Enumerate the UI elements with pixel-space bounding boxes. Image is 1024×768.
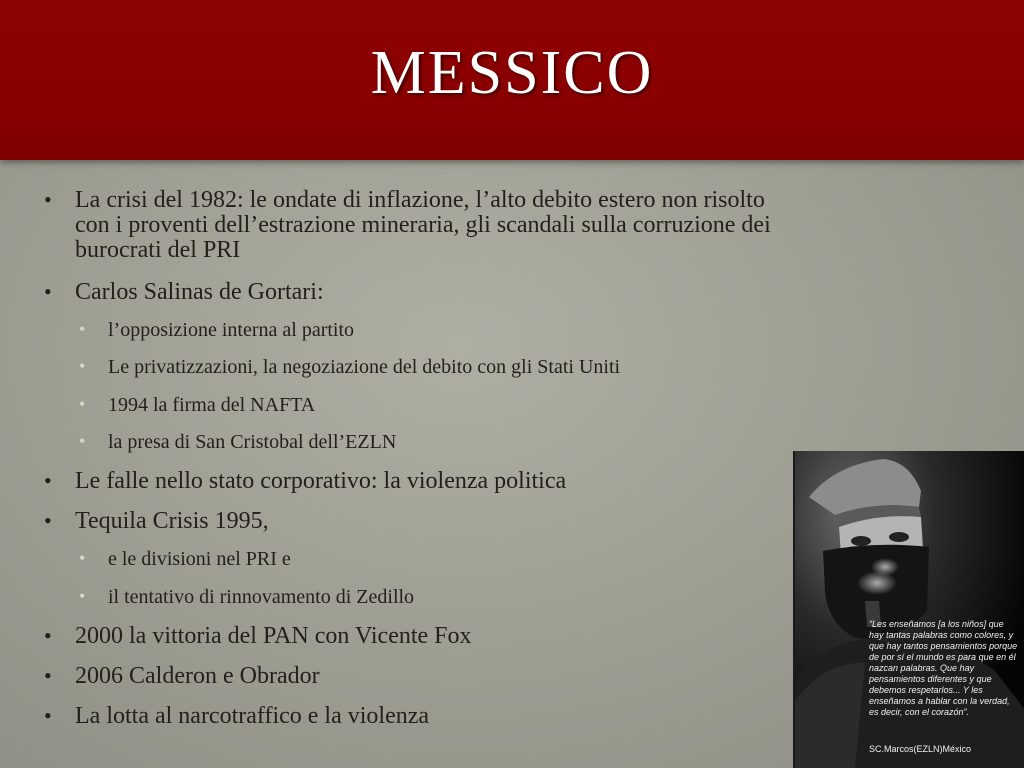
bullet-dot-icon: • [44,508,52,533]
bullet-item [44,468,775,494]
bullet-text: il tentativo di rinnovamento di Zedillo [108,586,415,608]
quote-text: “Les enseñamos [a los niños] que hay tantas palabras como colores, y que hay tantos pensamientos porque de por sí el mundo es para que en él nazcan palabras. Que hay pensamientos diferentes y que debemos respetarlos... Y les enseñamos a hablar con la verdad, es decir, con el corazón”. [869,619,1018,717]
masked-figure-illustration [795,451,1024,768]
bullet-dot-icon: • [44,187,52,212]
bullet-text: la presa di San Cristobal dell’EZLN [108,431,397,453]
bullet-item [44,279,775,305]
sub-bullet-dot-icon: • [79,586,86,606]
bullet-text: Le privatizzazioni, la negoziazione del debito con gli Stati Uniti [108,356,621,378]
bullet-item [44,187,775,263]
sub-bullet-dot-icon: • [79,548,86,568]
sub-bullet-item [79,356,788,378]
bullet-text: La crisi del 1982: le ondate di inflazione, l’alto debito estero non risolto con i proventi dell’estrazione mineraria, gli scandali sulla corruzione dei burocrati del PRI [75,187,771,263]
quote-signature: SC.Marcos(EZLN)México [869,744,972,754]
bullet-dot-icon: • [44,623,52,648]
bullet-text: La lotta al narcotraffico e la violenza [75,703,430,729]
bullet-text: Carlos Salinas de Gortari: [75,279,324,305]
sub-bullet-dot-icon: • [79,394,86,414]
bullet-text: e le divisioni nel PRI e [108,548,291,570]
sub-bullet-dot-icon: • [79,356,86,376]
sub-bullet-dot-icon: • [79,319,86,339]
bullet-text: 2000 la vittoria del PAN con Vicente Fox [75,623,472,649]
slide-title: MESSICO [370,39,654,107]
bullet-item [44,623,775,649]
bullet-text: Tequila Crisis 1995, [75,508,269,534]
bullet-item [44,703,775,729]
sub-bullet-dot-icon: • [79,431,86,451]
bullet-item [44,663,775,689]
sub-bullet-item [79,548,788,570]
sub-bullet-item [79,431,788,453]
bullet-text: l’opposizione interna al partito [108,319,355,341]
bullet-item [44,508,775,534]
sub-bullet-item [79,394,788,416]
sub-bullet-item [79,319,788,341]
bullet-text: 2006 Calderon e Obrador [75,663,320,689]
bullet-text: 1994 la firma del NAFTA [108,394,316,416]
bullet-dot-icon: • [44,663,52,688]
bullet-dot-icon: • [44,468,52,493]
sub-bullet-item [79,586,788,608]
bullet-text: Le falle nello stato corporativo: la violenza politica [75,468,567,494]
marcos-photo [793,451,1024,768]
bullet-dot-icon: • [44,279,52,304]
bullet-dot-icon: • [44,703,52,728]
